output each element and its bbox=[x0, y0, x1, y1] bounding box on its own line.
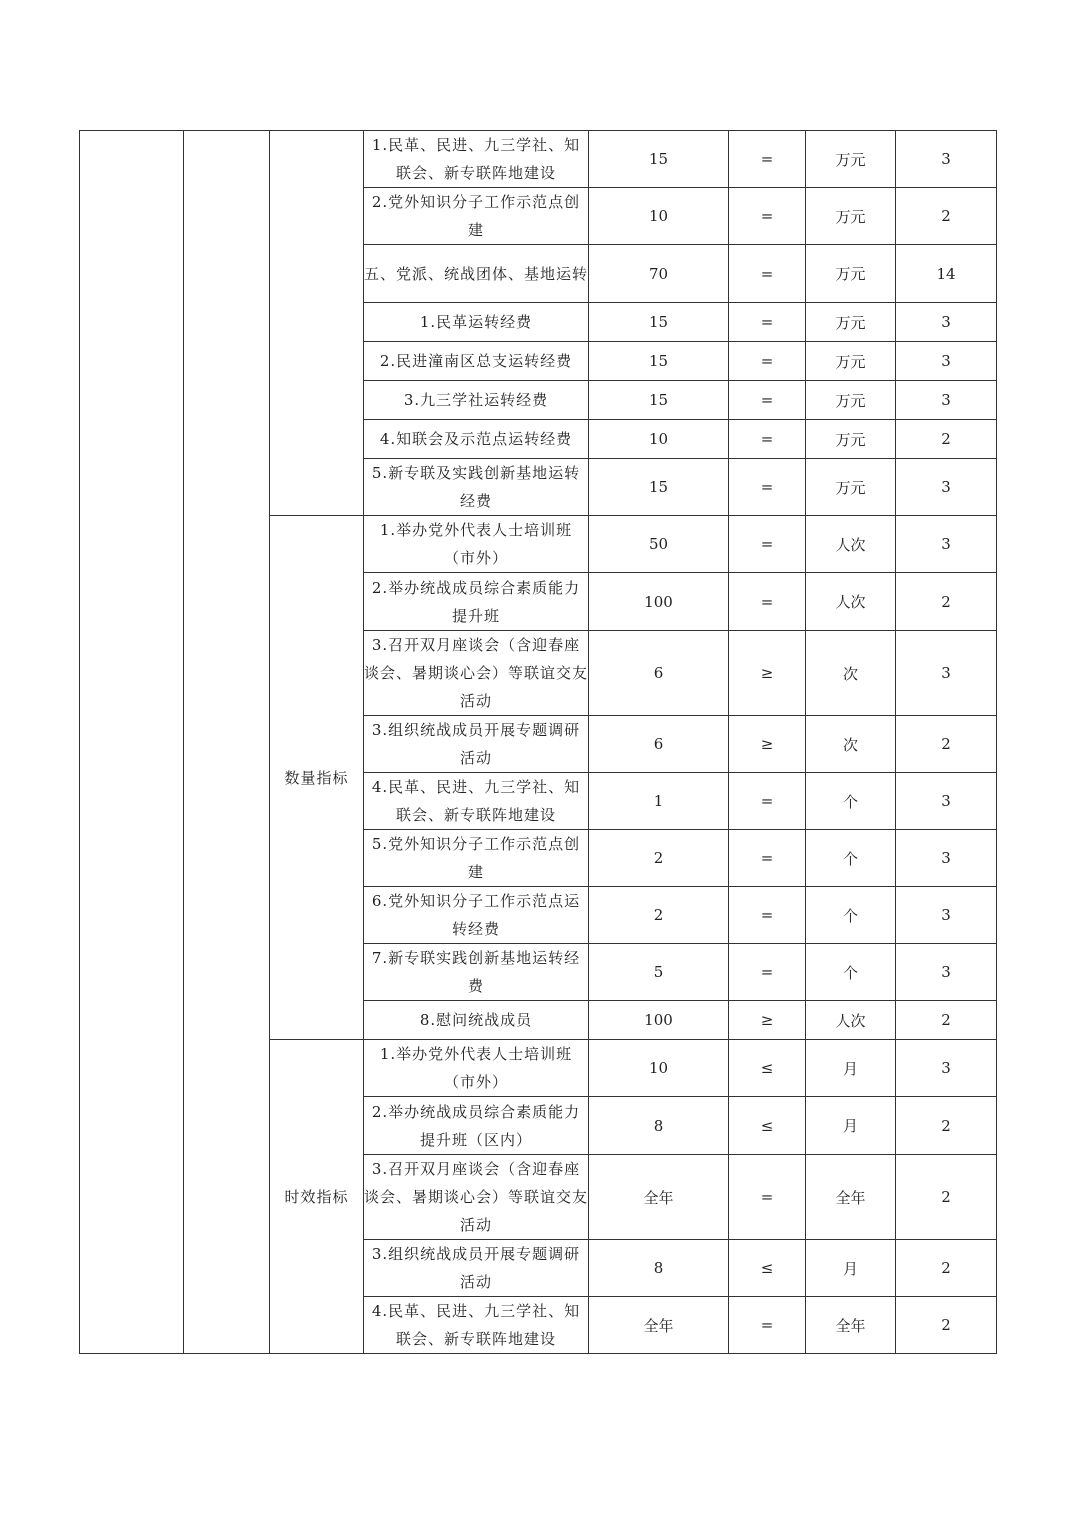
comparison-operator: = bbox=[729, 420, 806, 459]
score: 2 bbox=[896, 1155, 997, 1240]
score: 3 bbox=[896, 459, 997, 516]
indicator-name: 1.举办党外代表人士培训班（市外） bbox=[364, 516, 589, 573]
unit: 万元 bbox=[806, 459, 896, 516]
indicator-name: 4.民革、民进、九三学社、知联会、新专联阵地建设 bbox=[364, 1297, 589, 1354]
unit: 个 bbox=[806, 830, 896, 887]
target-value: 2 bbox=[589, 887, 729, 944]
unit: 人次 bbox=[806, 1001, 896, 1040]
unit: 人次 bbox=[806, 516, 896, 573]
empty-level-2-cell bbox=[184, 131, 270, 1354]
indicator-name: 2.党外知识分子工作示范点创建 bbox=[364, 188, 589, 245]
indicator-name: 1.民革运转经费 bbox=[364, 303, 589, 342]
score: 3 bbox=[896, 131, 997, 188]
comparison-operator: = bbox=[729, 1155, 806, 1240]
comparison-operator: = bbox=[729, 516, 806, 573]
unit: 万元 bbox=[806, 420, 896, 459]
unit: 万元 bbox=[806, 381, 896, 420]
score: 2 bbox=[896, 188, 997, 245]
score: 3 bbox=[896, 381, 997, 420]
unit: 月 bbox=[806, 1097, 896, 1155]
target-value: 10 bbox=[589, 420, 729, 459]
comparison-operator: ≥ bbox=[729, 1001, 806, 1040]
unit: 月 bbox=[806, 1240, 896, 1297]
target-value: 5 bbox=[589, 944, 729, 1001]
indicator-name: 1.民革、民进、九三学社、知联会、新专联阵地建设 bbox=[364, 131, 589, 188]
indicator-name: 3.召开双月座谈会（含迎春座谈会、暑期谈心会）等联谊交友活动 bbox=[364, 1155, 589, 1240]
indicator-name: 3.九三学社运转经费 bbox=[364, 381, 589, 420]
indicator-name: 6.党外知识分子工作示范点运转经费 bbox=[364, 887, 589, 944]
target-value: 6 bbox=[589, 716, 729, 773]
target-value: 2 bbox=[589, 830, 729, 887]
target-value: 15 bbox=[589, 459, 729, 516]
target-value: 10 bbox=[589, 188, 729, 245]
comparison-operator: ≤ bbox=[729, 1040, 806, 1097]
score: 14 bbox=[896, 245, 997, 303]
score: 3 bbox=[896, 516, 997, 573]
score: 3 bbox=[896, 631, 997, 716]
target-value: 50 bbox=[589, 516, 729, 573]
indicator-name: 2.民进潼南区总支运转经费 bbox=[364, 342, 589, 381]
comparison-operator: = bbox=[729, 342, 806, 381]
unit: 个 bbox=[806, 773, 896, 830]
category-cell bbox=[270, 131, 364, 516]
target-value: 70 bbox=[589, 245, 729, 303]
indicator-name: 4.民革、民进、九三学社、知联会、新专联阵地建设 bbox=[364, 773, 589, 830]
target-value: 全年 bbox=[589, 1297, 729, 1354]
target-value: 8 bbox=[589, 1240, 729, 1297]
score: 3 bbox=[896, 773, 997, 830]
comparison-operator: = bbox=[729, 188, 806, 245]
score: 2 bbox=[896, 573, 997, 631]
indicator-name: 3.组织统战成员开展专题调研活动 bbox=[364, 1240, 589, 1297]
empty-level-1-cell bbox=[80, 131, 184, 1354]
unit: 人次 bbox=[806, 573, 896, 631]
indicator-name: 1.举办党外代表人士培训班（市外） bbox=[364, 1040, 589, 1097]
unit: 万元 bbox=[806, 303, 896, 342]
comparison-operator: = bbox=[729, 245, 806, 303]
comparison-operator: = bbox=[729, 773, 806, 830]
target-value: 100 bbox=[589, 573, 729, 631]
target-value: 15 bbox=[589, 342, 729, 381]
target-value: 全年 bbox=[589, 1155, 729, 1240]
indicator-name: 8.慰问统战成员 bbox=[364, 1001, 589, 1040]
unit: 个 bbox=[806, 944, 896, 1001]
score: 2 bbox=[896, 1001, 997, 1040]
unit: 全年 bbox=[806, 1297, 896, 1354]
score: 3 bbox=[896, 342, 997, 381]
unit: 万元 bbox=[806, 188, 896, 245]
indicator-name: 五、党派、统战团体、基地运转 bbox=[364, 245, 589, 303]
target-value: 1 bbox=[589, 773, 729, 830]
score: 3 bbox=[896, 1040, 997, 1097]
indicator-name: 2.举办统战成员综合素质能力提升班（区内） bbox=[364, 1097, 589, 1155]
comparison-operator: ≥ bbox=[729, 716, 806, 773]
unit: 次 bbox=[806, 716, 896, 773]
unit: 万元 bbox=[806, 131, 896, 188]
comparison-operator: ≤ bbox=[729, 1097, 806, 1155]
indicator-name: 3.组织统战成员开展专题调研活动 bbox=[364, 716, 589, 773]
unit: 万元 bbox=[806, 245, 896, 303]
table-row bbox=[80, 131, 997, 188]
indicator-name: 4.知联会及示范点运转经费 bbox=[364, 420, 589, 459]
indicator-name: 3.召开双月座谈会（含迎春座谈会、暑期谈心会）等联谊交友活动 bbox=[364, 631, 589, 716]
comparison-operator: = bbox=[729, 381, 806, 420]
comparison-operator: ≥ bbox=[729, 631, 806, 716]
score: 2 bbox=[896, 1240, 997, 1297]
score: 2 bbox=[896, 1297, 997, 1354]
comparison-operator: ≤ bbox=[729, 1240, 806, 1297]
score: 3 bbox=[896, 830, 997, 887]
target-value: 15 bbox=[589, 131, 729, 188]
score: 3 bbox=[896, 944, 997, 1001]
target-value: 8 bbox=[589, 1097, 729, 1155]
indicator-name: 7.新专联实践创新基地运转经费 bbox=[364, 944, 589, 1001]
score: 2 bbox=[896, 716, 997, 773]
score: 2 bbox=[896, 1097, 997, 1155]
target-value: 10 bbox=[589, 1040, 729, 1097]
target-value: 6 bbox=[589, 631, 729, 716]
comparison-operator: = bbox=[729, 887, 806, 944]
unit: 个 bbox=[806, 887, 896, 944]
comparison-operator: = bbox=[729, 944, 806, 1001]
comparison-operator: = bbox=[729, 573, 806, 631]
score: 2 bbox=[896, 420, 997, 459]
category-cell-quantity: 数量指标 bbox=[270, 516, 364, 1040]
comparison-operator: = bbox=[729, 459, 806, 516]
score: 3 bbox=[896, 887, 997, 944]
comparison-operator: = bbox=[729, 1297, 806, 1354]
unit: 万元 bbox=[806, 342, 896, 381]
comparison-operator: = bbox=[729, 131, 806, 188]
unit: 月 bbox=[806, 1040, 896, 1097]
target-value: 15 bbox=[589, 381, 729, 420]
target-value: 100 bbox=[589, 1001, 729, 1040]
indicator-name: 2.举办统战成员综合素质能力提升班 bbox=[364, 573, 589, 631]
comparison-operator: = bbox=[729, 830, 806, 887]
category-cell-timeliness: 时效指标 bbox=[270, 1040, 364, 1354]
performance-indicator-table bbox=[79, 130, 997, 1354]
comparison-operator: = bbox=[729, 303, 806, 342]
indicator-name: 5.新专联及实践创新基地运转经费 bbox=[364, 459, 589, 516]
target-value: 15 bbox=[589, 303, 729, 342]
unit: 全年 bbox=[806, 1155, 896, 1240]
score: 3 bbox=[896, 303, 997, 342]
indicator-name: 5.党外知识分子工作示范点创建 bbox=[364, 830, 589, 887]
unit: 次 bbox=[806, 631, 896, 716]
